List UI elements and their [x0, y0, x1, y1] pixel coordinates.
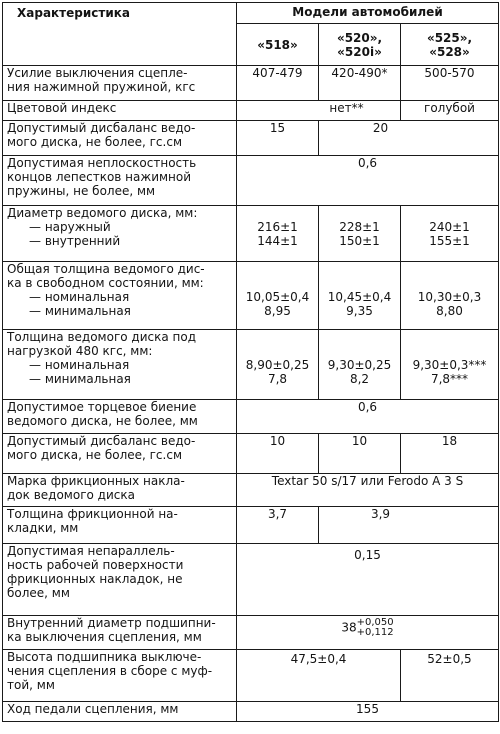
- models-group-header: Модели автомобилей: [237, 3, 499, 24]
- value-518: [237, 262, 319, 330]
- value-525: 500-570: [401, 66, 499, 101]
- value-520: 10: [319, 434, 401, 474]
- value-line: 8,80: [436, 304, 463, 318]
- value-line: 8,90±0,25: [245, 358, 310, 372]
- row-label: Допустимое торцевое биение ведомого диска, не более, мм: [3, 400, 237, 434]
- table-row: [3, 650, 499, 702]
- row-label: Цветовой индекс: [3, 101, 237, 121]
- model-520-header: «520», «520i»: [319, 24, 401, 66]
- row-label: Марка фрикционных накла- док ведомого диска: [3, 474, 237, 507]
- value-518-520: 47,5±0,4: [237, 650, 401, 702]
- dash-mark: —: [29, 358, 41, 372]
- dash-mark: —: [29, 304, 41, 318]
- sub-label: наружный: [44, 220, 111, 234]
- tolerance-lower: +0,112: [356, 627, 394, 638]
- value-525: 52±0,5: [401, 650, 499, 702]
- value-518: 407-479: [237, 66, 319, 101]
- row-heading: Толщина ведомого диска под нагрузкой 480 кгс, мм:: [7, 330, 196, 358]
- row-label: [3, 262, 237, 330]
- table-row: [3, 330, 499, 400]
- table-row: [3, 434, 499, 474]
- row-label: Высота подшипника выключе- чения сцепления в сборе с муф- той, мм: [3, 650, 237, 702]
- value-all: 0,15: [237, 544, 499, 616]
- value-525: [401, 262, 499, 330]
- row-label: [3, 330, 237, 400]
- value-line: 228±1: [339, 220, 380, 234]
- table-row: [3, 474, 499, 507]
- value-520: 420-490*: [319, 66, 401, 101]
- value-line: 10,45±0,4: [327, 290, 392, 304]
- value-line: 7,8***: [430, 372, 469, 386]
- value-all: 0,6: [237, 400, 499, 434]
- table-row: [3, 544, 499, 616]
- table-row: [3, 121, 499, 156]
- row-label: [3, 206, 237, 262]
- sub-label: минимальная: [44, 372, 131, 386]
- sub-label: номинальная: [44, 358, 130, 372]
- model-518-header: «518»: [237, 24, 319, 66]
- row-heading: Общая толщина ведомого дис- ка в свободном состоянии, мм:: [7, 262, 205, 290]
- table-row: [3, 66, 499, 101]
- row-label: Ход педали сцепления, мм: [3, 702, 237, 722]
- row-label: Допустимый дисбаланс ведо- мого диска, не более, гс.см: [3, 121, 237, 156]
- value-520-525: 3,9: [319, 507, 499, 544]
- value-line: 10,05±0,4: [245, 290, 310, 304]
- sub-label: номинальная: [44, 290, 130, 304]
- row-label: Допустимая неплоскостность концов лепестков нажимной пружины, не более, мм: [3, 156, 237, 206]
- value-all: [237, 616, 499, 650]
- model-525-header: «525», «528»: [401, 24, 499, 66]
- value-line: 150±1: [339, 234, 380, 248]
- value-all: Textar 50 s/17 или Ferodo A 3 S: [237, 474, 499, 507]
- value-line: 216±1: [257, 220, 298, 234]
- row-label: Допустимая непараллель- ность рабочей поверхности фрикционных накладок, не более, мм: [3, 544, 237, 616]
- value-518: [237, 206, 319, 262]
- table-row: [3, 156, 499, 206]
- row-label: Толщина фрикционной на- кладки, мм: [3, 507, 237, 544]
- specification-table: [2, 2, 499, 722]
- dash-mark: —: [29, 372, 41, 386]
- value-518-520: нет**: [237, 101, 401, 121]
- value-525: голубой: [401, 101, 499, 121]
- row-label: Внутренний диаметр подшипни- ка выключения сцепления, мм: [3, 616, 237, 650]
- row-label: Допустимый дисбаланс ведо- мого диска, не более, гс.см: [3, 434, 237, 474]
- row-label: Усилие выключения сцепле- ния нажимной пружиной, кгс: [3, 66, 237, 101]
- value-518: 15: [237, 121, 319, 156]
- value-520: [319, 206, 401, 262]
- value-all: 0,6: [237, 156, 499, 206]
- tolerance-stack: [357, 618, 394, 638]
- table-row: [3, 101, 499, 121]
- value-line: 8,95: [264, 304, 291, 318]
- dash-mark: —: [29, 234, 41, 248]
- value-line: 155±1: [429, 234, 470, 248]
- value-line: 9,35: [346, 304, 373, 318]
- value-520: [319, 330, 401, 400]
- tolerance-upper: +0,050: [356, 617, 394, 628]
- value-525: 18: [401, 434, 499, 474]
- table-row: [3, 262, 499, 330]
- value-line: 7,8: [267, 372, 288, 386]
- dash-mark: —: [29, 220, 41, 234]
- table-row: [3, 206, 499, 262]
- value-525: [401, 206, 499, 262]
- sub-label: внутренний: [44, 234, 121, 248]
- value-all: 155: [237, 702, 499, 722]
- value-line: 9,30±0,3***: [412, 358, 487, 372]
- dash-mark: —: [29, 290, 41, 304]
- value-520: [319, 262, 401, 330]
- value-line: 8,2: [349, 372, 370, 386]
- table-row: [3, 400, 499, 434]
- value-520-525: 20: [319, 121, 499, 156]
- table-row: [3, 507, 499, 544]
- value-line: 10,30±0,3: [417, 290, 482, 304]
- table-row: [3, 616, 499, 650]
- value-line: 9,30±0,25: [327, 358, 392, 372]
- table-row: [3, 702, 499, 722]
- value-518: 3,7: [237, 507, 319, 544]
- row-heading: Диаметр ведомого диска, мм:: [7, 206, 198, 220]
- value-base: 38: [341, 620, 357, 635]
- value-518: 10: [237, 434, 319, 474]
- value-525: [401, 330, 499, 400]
- sub-label: минимальная: [44, 304, 131, 318]
- value-line: 240±1: [429, 220, 470, 234]
- characteristic-header: Характеристика: [3, 3, 237, 66]
- value-line: 144±1: [257, 234, 298, 248]
- value-518: [237, 330, 319, 400]
